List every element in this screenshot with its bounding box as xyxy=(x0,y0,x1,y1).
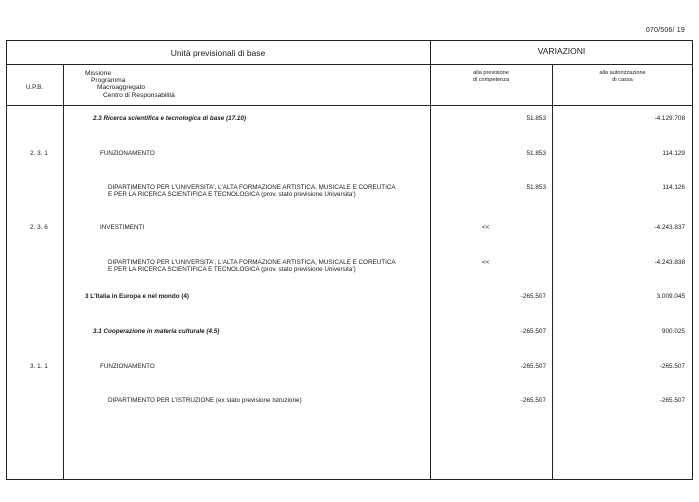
row-1-cassa: 114.129 xyxy=(662,150,685,157)
row-6-comp: -265.507 xyxy=(520,328,546,335)
row-3-comp: << xyxy=(482,224,490,231)
header-rule-top-split xyxy=(6,64,693,65)
col-cassa-header: alla autorizzazione di cassa xyxy=(599,70,646,83)
hier-macroaggregato: Macroaggregato xyxy=(97,84,146,92)
col-rule-cassa xyxy=(552,64,553,480)
hier-missione: Missione xyxy=(85,70,112,77)
row-3-cassa: -4.243.837 xyxy=(654,224,685,231)
col-rule-variazioni xyxy=(430,40,431,480)
row-7-comp: -265.507 xyxy=(520,363,546,370)
header-title-upb: Unità previsionali di base xyxy=(170,48,266,58)
row-7-desc: FUNZIONAMENTO xyxy=(100,363,155,370)
row-4-cassa: -4.243.838 xyxy=(654,259,685,266)
row-2-cassa: 114.126 xyxy=(662,184,685,191)
row-6-desc: 3.1 Cooperazione in materia culturale (4.5) xyxy=(93,328,220,335)
row-4-comp: << xyxy=(482,259,490,266)
hier-programma: Programma xyxy=(91,77,126,85)
row-0-desc: 2.3 Ricerca scientifica e tecnologica di base (17.10) xyxy=(93,115,246,122)
col-rule-upb xyxy=(63,64,64,480)
row-5-cassa: 3.009.045 xyxy=(656,293,685,300)
row-2-comp: 51.853 xyxy=(526,184,546,191)
header-title-variazioni: VARIAZIONI xyxy=(537,46,586,56)
row-6-cassa: 900.025 xyxy=(661,328,685,335)
row-1-comp: 51.853 xyxy=(526,150,546,157)
row-0-comp: 51.853 xyxy=(526,115,546,122)
row-2-desc: DIPARTIMENTO PER L'UNIVERSITA', L'ALTA FORMAZIONE ARTISTICA, MUSICALE E COREUTICA E PER LA RICERCA SCIENTIFICA E TECNOLOGICA (prov. stato previsione Universita') xyxy=(108,184,396,199)
row-4-desc: DIPARTIMENTO PER L'UNIVERSITA', L'ALTA FORMAZIONE ARTISTICA, MUSICALE E COREUTICA E PER LA RICERCA SCIENTIFICA E TECNOLOGICA (prov. stato previsione Universita') xyxy=(108,259,396,274)
row-3-upb: 2. 3. 6 xyxy=(30,224,48,231)
row-1-desc: FUNZIONAMENTO xyxy=(100,150,155,157)
row-0-cassa: -4.129.708 xyxy=(654,115,685,122)
row-7-upb: 3. 1. 1 xyxy=(30,363,48,370)
upb-label: U.P.B. xyxy=(25,84,44,91)
col-competenza-header: alla previsione di competenza xyxy=(472,70,510,83)
row-8-desc: DIPARTIMENTO PER L'ISTRUZIONE (ex stato previsione Istruzione) xyxy=(108,397,302,404)
row-5-comp: -265.507 xyxy=(520,293,546,300)
row-7-cassa: -265.507 xyxy=(659,363,685,370)
header-rule-bottom xyxy=(6,105,693,106)
row-1-upb: 2. 3. 1 xyxy=(30,150,48,157)
row-8-comp: -265.507 xyxy=(520,397,546,404)
row-5-desc: 3 L'Italia in Europa e nel mondo (4) xyxy=(85,293,190,300)
row-8-cassa: -265.507 xyxy=(659,397,685,404)
hierarchy-legend xyxy=(85,70,175,99)
row-3-desc: INVESTIMENTI xyxy=(100,224,145,231)
hier-centro: Centro di Responsabilità xyxy=(103,91,175,99)
page-number: 070/506/ 19 xyxy=(645,27,685,34)
